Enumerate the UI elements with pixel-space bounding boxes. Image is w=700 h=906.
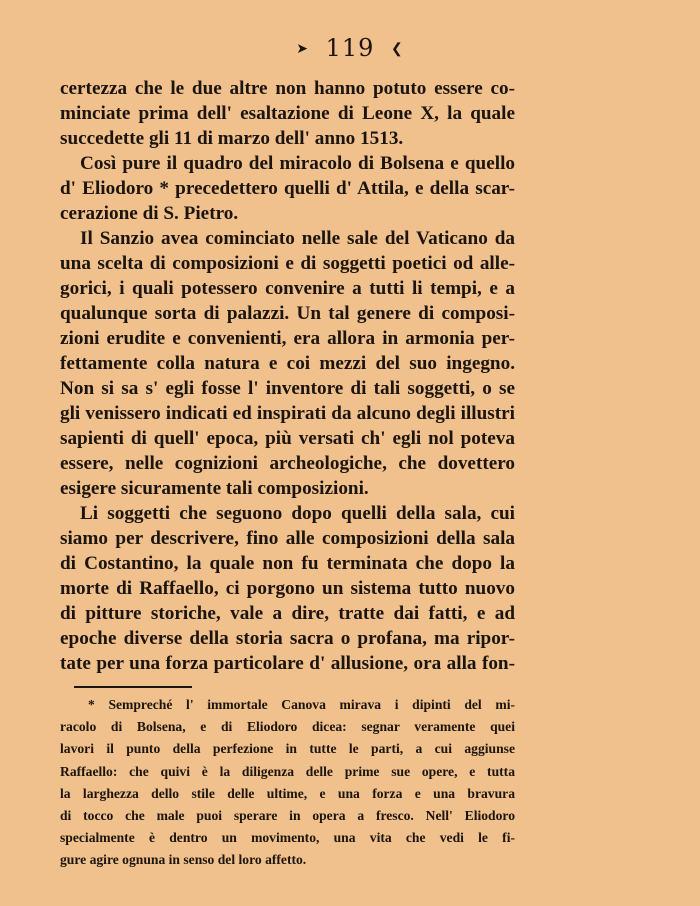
footnote-line: di tocco che male puoi sperare in opera a fresco. Nell' Eliodoro — [60, 807, 515, 823]
footnote-line: racolo di Bolsena, e di Eliodoro dicea: segnar veramente quei — [60, 719, 515, 735]
footnote-line: gure agire ognuna in senso del loro affetto. — [60, 852, 307, 868]
body-line: gorici, i quali potessero convenire a tutti li tempi, e a — [60, 278, 515, 299]
body-line: tate per una forza particolare d' allusione, ora alla fon- — [60, 653, 515, 674]
body-line: Così pure il quadro del miracolo di Bolsena e quello — [80, 153, 515, 174]
body-line: essere, nelle cognizioni archeologiche, che dovettero — [60, 453, 515, 474]
body-line: succedette gli 11 di marzo dell' anno 1513. — [60, 128, 404, 149]
body-line: Il Sanzio avea cominciato nelle sale del Vaticano da — [80, 228, 515, 249]
footnote-line: lavori il punto della perfezione in tutte le parti, a cui aggiunse — [60, 741, 515, 757]
footnote-line: la larghezza dello stile delle ultime, e una forza e una bravura — [60, 785, 515, 801]
body-line: qualunque sorta di palazzi. Un tal genere di composi- — [60, 303, 515, 324]
footnote — [60, 694, 515, 872]
footnote-line: specialmente è dentro un movimento, una vita che vedi le fi- — [60, 830, 515, 846]
footnote-line: * Sempreché l' immortale Canova mirava i dipinti del mi- — [88, 697, 515, 712]
body-line: gli venissero indicati ed inspirati da alcuno degli illustri — [60, 403, 515, 424]
body-line: esigere sicuramente tali composizioni. — [60, 478, 369, 499]
body-line: fettamente colla natura e coi mezzi del suo ingegno. — [60, 353, 515, 374]
footnote-line: Raffaello: che quivi è la diligenza delle prime sue opere, e tutta — [60, 763, 515, 779]
body-line: epoche diverse della storia sacra o profana, ma ripor- — [60, 628, 515, 649]
body-text — [60, 76, 515, 676]
page-number: 119 — [325, 34, 375, 62]
footnote-divider — [74, 686, 192, 688]
body-line: siamo per descrivere, fino alle composizioni della sala — [60, 528, 515, 549]
body-line: Non si sa s' egli fosse l' inventore di tali soggetti, o se — [60, 378, 515, 399]
body-line: zioni erudite e convenienti, era allora in armonia per- — [60, 328, 515, 349]
body-line: certezza che le due altre non hanno potuto essere co- — [60, 78, 515, 99]
body-line: minciate prima dell' esaltazione di Leone X, la quale — [60, 103, 515, 124]
body-line: sapienti di quell' epoca, più versati ch' egli nol poteva — [60, 428, 515, 449]
body-line: morte di Raffaello, ci porgono un sistema tutto nuovo — [60, 578, 515, 599]
ornament-left-icon: ➤ — [296, 41, 309, 57]
body-line: cerazione di S. Pietro. — [60, 203, 239, 224]
page-header — [0, 34, 700, 63]
body-line: di pitture storiche, vale a dire, tratte dai fatti, e ad — [60, 603, 515, 624]
body-line: d' Eliodoro * precedettero quelli d' Attila, e della scar- — [60, 178, 515, 199]
body-line: di Costantino, la quale non fu terminata che dopo la — [60, 553, 515, 574]
body-line: una scelta di composizioni e di soggetti poetici od alle- — [60, 253, 515, 274]
ornament-right-icon: ❮ — [391, 41, 404, 57]
body-line: Li soggetti che seguono dopo quelli della sala, cui — [80, 503, 515, 524]
